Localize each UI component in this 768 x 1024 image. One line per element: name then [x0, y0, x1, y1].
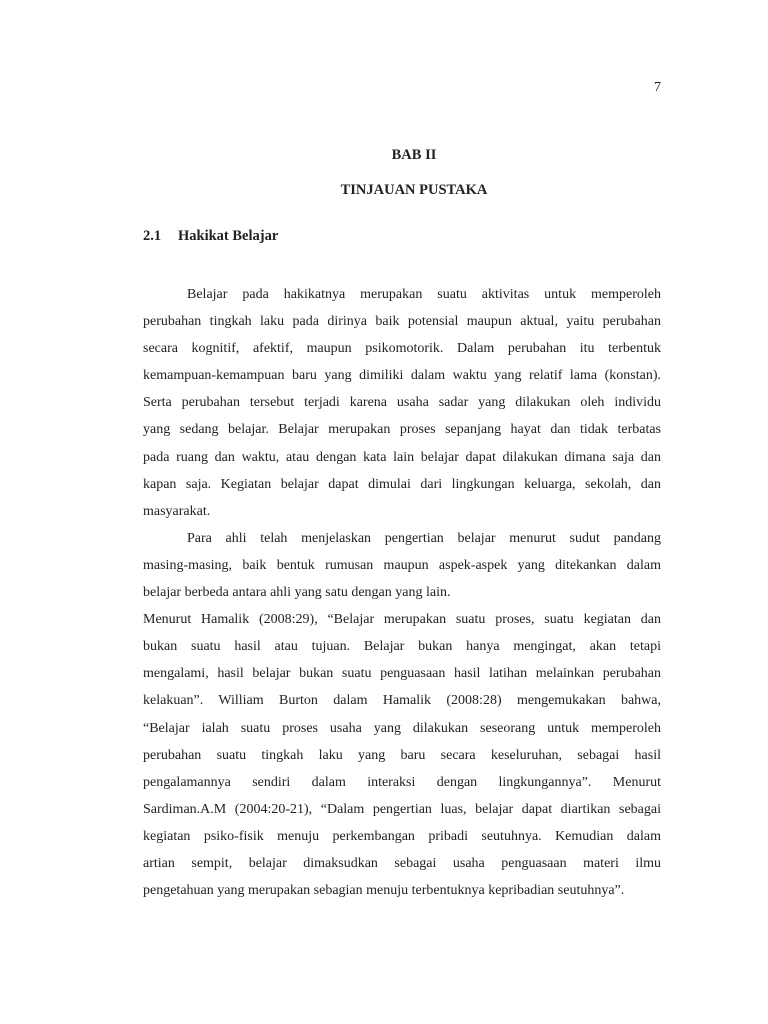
- text-line: Menurut Hamalik (2008:29), “Belajar merupakan suatu proses, suatu kegiatan dan: [143, 612, 661, 628]
- chapter-title: TINJAUAN PUSTAKA: [340, 182, 488, 198]
- text-line: Para ahli telah menjelaskan pengertian belajar menurut sudut pandang: [187, 530, 661, 546]
- text-line: masing-masing, baik bentuk rumusan maupun aspek-aspek yang ditekankan dalam: [143, 557, 661, 573]
- chapter-heading: [0, 146, 768, 199]
- section-title: Hakikat Belajar: [178, 228, 279, 244]
- text-line: pada ruang dan waktu, atau dengan kata lain belajar dapat dilakukan dimana saja dan: [143, 449, 661, 465]
- text-line: masyarakat.: [143, 503, 211, 519]
- text-line: Serta perubahan tersebut terjadi karena usaha sadar yang dilakukan oleh individu: [143, 395, 661, 411]
- text-line: kemampuan-kemampuan baru yang dimiliki dalam waktu yang relatif lama (konstan).: [143, 368, 661, 384]
- text-line: perubahan tingkah laku pada dirinya baik potensial maupun aktual, yaitu perubahan: [143, 314, 661, 330]
- text-line: belajar berbeda antara ahli yang satu dengan yang lain.: [143, 585, 451, 601]
- text-line: mengalami, hasil belajar bukan suatu penguasaan hasil latihan melainkan perubahan: [143, 666, 661, 682]
- text-line: “Belajar ialah suatu proses usaha yang dilakukan seseorang untuk memperoleh: [143, 720, 661, 736]
- text-line: perubahan suatu tingkah laku yang baru secara keseluruhan, sebagai hasil: [143, 747, 661, 763]
- text-line: Belajar pada hakikatnya merupakan suatu aktivitas untuk memperoleh: [187, 287, 661, 302]
- text-line: Sardiman.A.M (2004:20-21), “Dalam pengertian luas, belajar dapat diartikan sebagai: [143, 801, 661, 817]
- text-line: secara kognitif, afektif, maupun psikomotorik. Dalam perubahan itu terbentuk: [143, 341, 661, 357]
- page-number: 7: [654, 80, 661, 95]
- body-text: [143, 281, 661, 904]
- text-line: kelakuan”. William Burton dalam Hamalik (2008:28) mengemukakan bahwa,: [143, 693, 661, 709]
- text-line: kegiatan psiko-fisik menuju perkembangan pribadi seutuhnya. Kemudian dalam: [143, 828, 661, 844]
- text-line: pengetahuan yang merupakan sebagian menuju terbentuknya kepribadian seutuhnya”.: [143, 883, 625, 899]
- text-line: yang sedang belajar. Belajar merupakan proses sepanjang hayat dan tidak terbatas: [143, 422, 661, 438]
- text-line: pengalamannya sendiri dalam interaksi dengan lingkungannya”. Menurut: [143, 774, 661, 790]
- text-line: kapan saja. Kegiatan belajar dapat dimulai dari lingkungan keluarga, sekolah, dan: [143, 476, 661, 492]
- text-line: artian sempit, belajar dimaksudkan sebagai usaha penguasaan materi ilmu: [143, 855, 661, 871]
- section-heading: [143, 228, 278, 245]
- chapter-label: BAB II: [391, 147, 437, 163]
- text-line: bukan suatu hasil atau tujuan. Belajar bukan hanya mengingat, akan tetapi: [143, 639, 661, 655]
- section-number: 2.1: [143, 228, 162, 244]
